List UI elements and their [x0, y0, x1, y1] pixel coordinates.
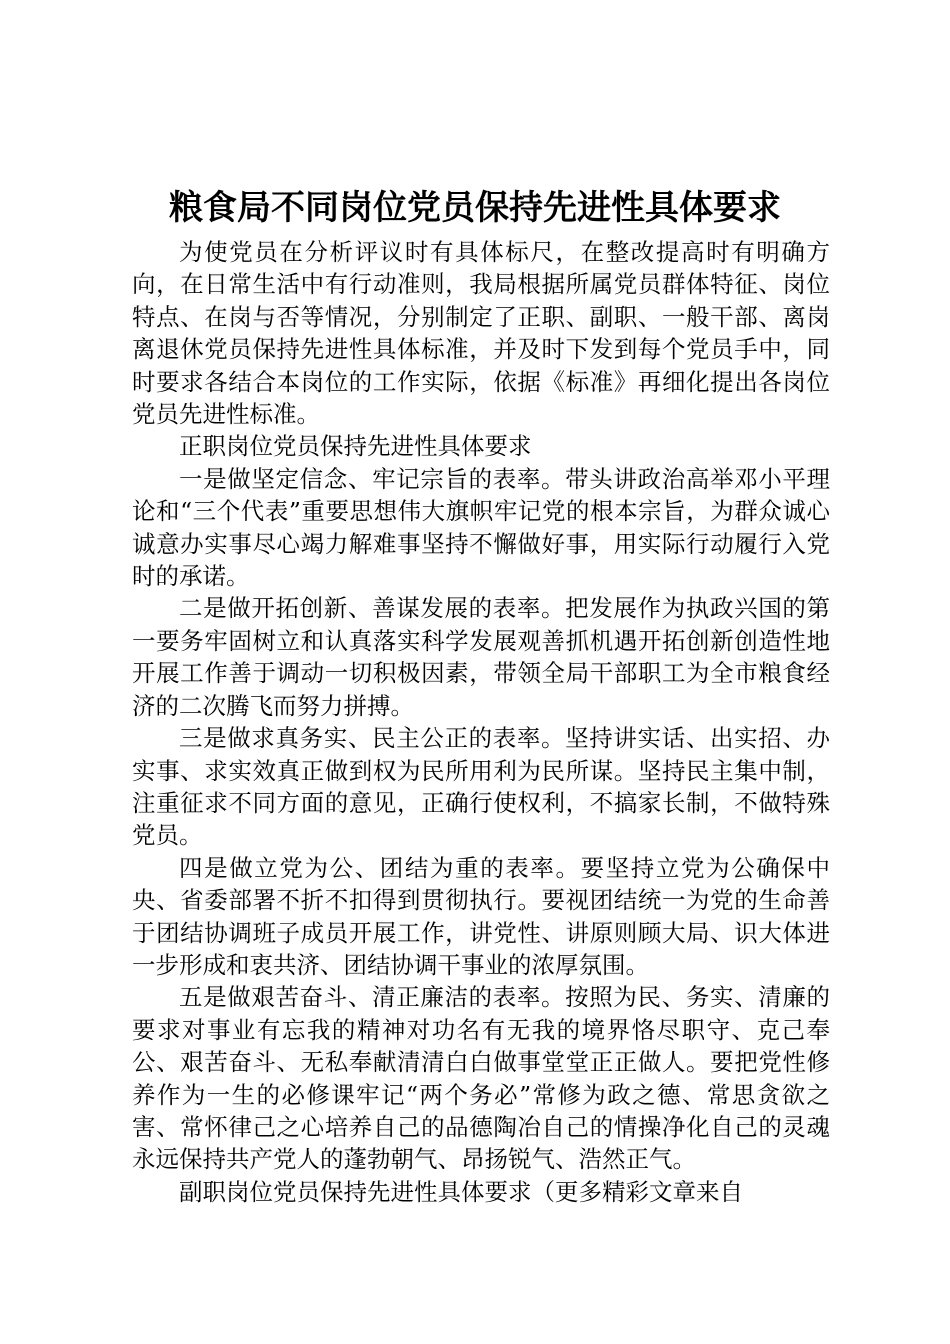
requirement-paragraph-3: 三是做求真务实、民主公正的表率。坚持讲实话、出实招、办实事、求实效真正做到权为民所用利为民所谋。坚持民主集中制，注重征求不同方面的意见，正确行使权利，不搞家长制，不做特殊党员。 — [132, 724, 830, 850]
document-body — [132, 236, 830, 1208]
intro-paragraph: 为使党员在分析评议时有具体标尺，在整改提高时有明确方向，在日常生活中有行动准则，我局根据所属党员群体特征、岗位特点、在岗与否等情况，分别制定了正职、副职、一般干部、离岗离退休党员保持先进性具体标准，并及时下发到每个党员手中，同时要求各结合本岗位的工作实际，依据《标准》再细化提出各岗位党员先进性标准。 — [132, 238, 830, 429]
section-heading-fuzhi: 副职岗位党员保持先进性具体要求（更多精彩文章来自 — [179, 1177, 743, 1206]
requirement-paragraph-5: 五是做艰苦奋斗、清正廉洁的表率。按照为民、务实、清廉的要求对事业有忘我的精神对功名有无我的境界恪尽职守、克己奉公、艰苦奋斗、无私奉献清清白白做事堂堂正正做人。要把党性修养作为一生的必修课牢记“两个务必”常修为政之德、常思贪欲之害、常怀律己之心培养自己的品德陶冶自己的情操净化自己的灵魂永远保持共产党人的蓬勃朝气、昂扬锐气、浩然正气。 — [132, 983, 830, 1174]
requirement-paragraph-1: 一是做坚定信念、牢记宗旨的表率。带头讲政治高举邓小平理论和“三个代表”重要思想伟大旗帜牢记党的根本宗旨，为群众诚心诚意办实事尽心竭力解难事坚持不懈做好事，用实际行动履行入党时的承诺。 — [132, 464, 830, 591]
requirement-paragraph-2: 二是做开拓创新、善谋发展的表率。把发展作为执政兴国的第一要务牢固树立和认真落实科学发展观善抓机遇开拓创新创造性地开展工作善于调动一切积极因素，带领全局干部职工为全市粮食经济的二次腾飞而努力拼搏。 — [132, 594, 830, 720]
requirement-paragraph-4: 四是做立党为公、团结为重的表率。要坚持立党为公确保中央、省委部署不折不扣得到贯彻执行。要视团结统一为党的生命善于团结协调班子成员开展工作，讲党性、讲原则顾大局、识大体进一步形成和衷共济、团结协调干事业的浓厚氛围。 — [132, 853, 830, 979]
section-heading-zhengzhi: 正职岗位党员保持先进性具体要求 — [179, 432, 532, 461]
document-title: 粮食局不同岗位党员保持先进性具体要求 — [169, 188, 781, 228]
